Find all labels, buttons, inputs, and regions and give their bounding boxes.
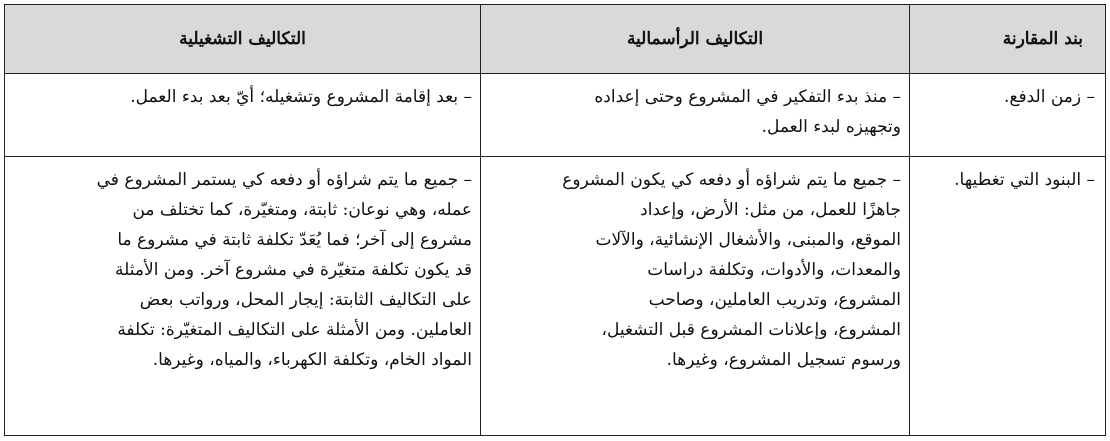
text-line: مشروع إلى آخر؛ فما يُعَدّ تكلفة ثابتة في مشروع ما <box>117 230 472 250</box>
cell-capital-payment-time <box>481 74 910 157</box>
text-line: – جميع ما يتم شراؤه أو دفعه كي يستمر المشروع في <box>96 170 472 190</box>
cell-item-payment-time: – زمن الدفع. <box>910 74 1106 157</box>
text-line: – بعد إقامة المشروع وتشغيله؛ أيّ بعد بدء العمل. <box>130 87 472 107</box>
header-comparison-item: بند المقارنة <box>910 5 1106 74</box>
header-capital-costs: التكاليف الرأسمالية <box>481 5 910 74</box>
text-line: المواد الخام، وتكلفة الكهرباء، والمياه، وغيرها. <box>152 350 472 370</box>
cell-operating-covered-items <box>5 157 481 436</box>
header-row <box>5 5 1106 74</box>
text-line: ورسوم تسجيل المشروع، وغيرها. <box>666 350 901 370</box>
text-line: – جميع ما يتم شراؤه أو دفعه كي يكون المشروع <box>562 170 901 190</box>
text-line: الموقع، والمبنى، والأشغال الإنشائية، والآلات <box>595 230 901 250</box>
text-line: عمله، وهي نوعان: ثابتة، ومتغيّرة، كما تختلف من <box>132 200 472 220</box>
text-line: على التكاليف الثابتة: إيجار المحل، ورواتب بعض <box>139 290 472 310</box>
cell-item-covered-items: – البنود التي تغطيها. <box>910 157 1106 436</box>
cell-operating-payment-time <box>5 74 481 157</box>
cell-capital-covered-items <box>481 157 910 436</box>
text-line: – منذ بدء التفكير في المشروع وحتى إعداده <box>594 87 901 107</box>
text-line: العاملين. ومن الأمثلة على التكاليف المتغيّرة: تكلفة <box>117 320 472 340</box>
text-line: وتجهيزه لبدء العمل. <box>761 117 901 137</box>
text-line: المشروع، وإعلانات المشروع قبل التشغيل، <box>601 320 901 340</box>
table-row-covered-items <box>5 157 1106 436</box>
table-row-payment-time <box>5 74 1106 157</box>
comparison-table <box>4 4 1106 436</box>
text-line: قد يكون تكلفة متغيّرة في مشروع آخر. ومن الأمثلة <box>115 260 472 280</box>
text-line: والمعدات، والأدوات، وتكلفة دراسات <box>647 260 901 280</box>
text-line: المشروع، وتدريب العاملين، وصاحب <box>648 290 901 310</box>
text-line: جاهزًا للعمل، من مثل: الأرض، وإعداد <box>640 200 901 220</box>
header-operating-costs: التكاليف التشغيلية <box>5 5 481 74</box>
comparison-table-container <box>4 4 1105 436</box>
